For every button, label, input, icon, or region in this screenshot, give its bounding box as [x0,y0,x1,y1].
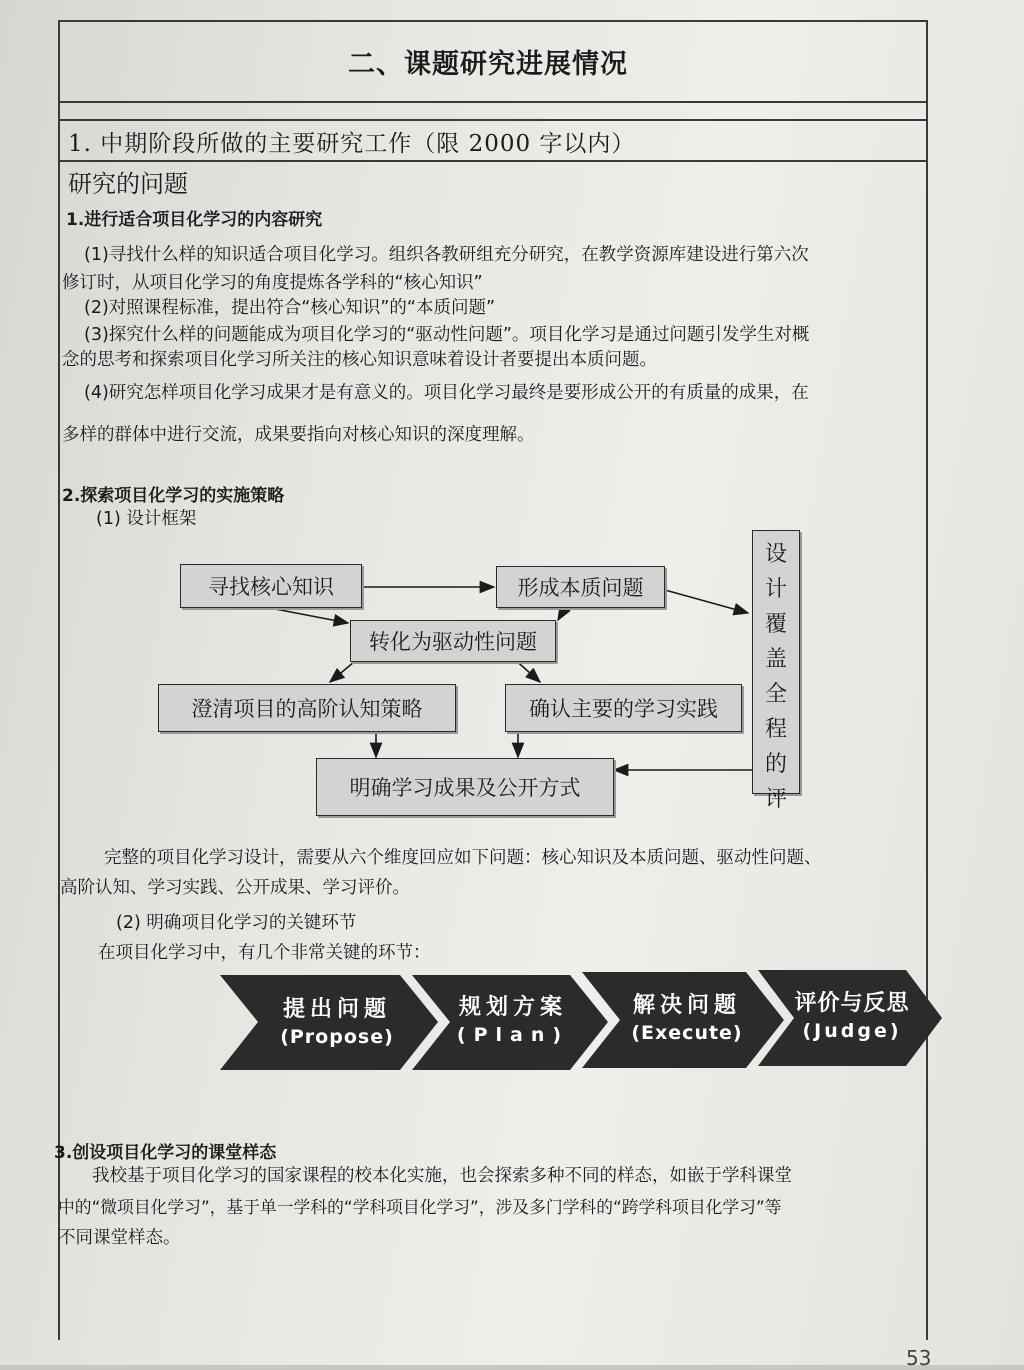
step-judge [782,990,922,1044]
flow-box-core-knowledge: 寻找核心知识 [180,564,362,608]
flow-box-cognitive-strategy: 澄清项目的高阶认知策略 [158,684,456,732]
section-heading: 1. 中期阶段所做的主要研究工作（限 2000 字以内） [68,131,636,157]
document-title: 二、课题研究进展情况 [348,49,628,80]
main-heading: 研究的问题 [68,170,188,198]
part2-para-line2: 高阶认知、学习实践、公开成果、学习评价。 [60,878,410,898]
step-execute-en: (Execute) [631,1022,743,1044]
part1-para4-line1: (4)研究怎样项目化学习成果才是有意义的。项目化学习最终是要形成公开的有质量的成果，在 [84,383,809,403]
assessment-char: 的 [764,752,787,777]
part1-para4-line2: 多样的群体中进行交流，成果要指向对核心知识的深度理解。 [62,425,535,445]
part3-line3: 不同课堂样态。 [58,1228,181,1248]
part2-para-line1: 完整的项目化学习设计，需要从六个维度回应如下问题：核心知识及本质问题、驱动性问题、 [104,848,822,868]
assessment-char: 计 [764,577,787,602]
step-execute-zh: 解决问题 [632,993,741,1018]
part2-sub2: (2) 明确项目化学习的关键环节 [116,913,357,933]
step-propose [262,996,412,1050]
step-propose-zh: 提出问题 [282,997,391,1022]
flow-box-driving-question: 转化为驱动性问题 [350,620,556,662]
assessment-char: 设 [764,542,787,567]
part1-para1-line1: (1)寻找什么样的知识适合项目化学习。组织各教研组充分研究，在教学资源库建设进行第六次 [84,245,809,265]
part2-sub1: (1) 设计框架 [96,509,197,529]
assessment-char: 覆 [764,612,787,637]
part2-heading: 2.探索项目化学习的实施策略 [62,486,285,506]
flow-box-learning-outcome: 明确学习成果及公开方式 [316,758,614,816]
flow-box-learning-practice: 确认主要的学习实践 [505,684,742,732]
assessment-char: 盖 [764,647,787,672]
step-judge-en: (Judge) [802,1020,902,1042]
step-plan-zh: 规划方案 [458,995,567,1020]
part1-para1-line2: 修订时，从项目化学习的角度提炼各学科的“核心知识” [62,273,483,293]
part1-para2: (2)对照课程标准，提出符合“核心知识”的“本质问题” [84,298,496,318]
step-judge-zh: 评价与反思 [794,991,910,1016]
page-number: 53 [906,1346,932,1370]
step-plan-en: (Plan) [456,1024,570,1046]
step-plan [438,994,588,1048]
step-execute [612,992,762,1046]
flow-box-essential-question: 形成本质问题 [496,566,665,608]
part3-heading: 3.创设项目化学习的课堂样态 [54,1143,277,1163]
assessment-char: 评 [764,787,787,812]
part1-para3-line2: 念的思考和探索项目化学习所关注的核心知识意味着设计者要提出本质问题。 [62,350,657,370]
step-propose-en: (Propose) [280,1026,394,1048]
part3-line1: 我校基于项目化学习的国家课程的校本化实施，也会探索多种不同的样态，如嵌于学科课堂 [92,1166,792,1186]
part2-sub2-intro: 在项目化学习中，有几个非常关键的环节： [98,943,431,963]
part3-line2: 中的“微项目化学习”，基于单一学科的“学科项目化学习”，涉及多门学科的“跨学科项目化学习”等 [58,1197,782,1217]
part1-para3-line1: (3)探究什么样的问题能成为项目化学习的“驱动性问题”。项目化学习是通过问题引发学生对概 [84,325,810,345]
part1-heading: 1.进行适合项目化学习的内容研究 [66,210,323,230]
assessment-char: 程 [764,717,787,742]
assessment-char: 全 [764,682,787,707]
